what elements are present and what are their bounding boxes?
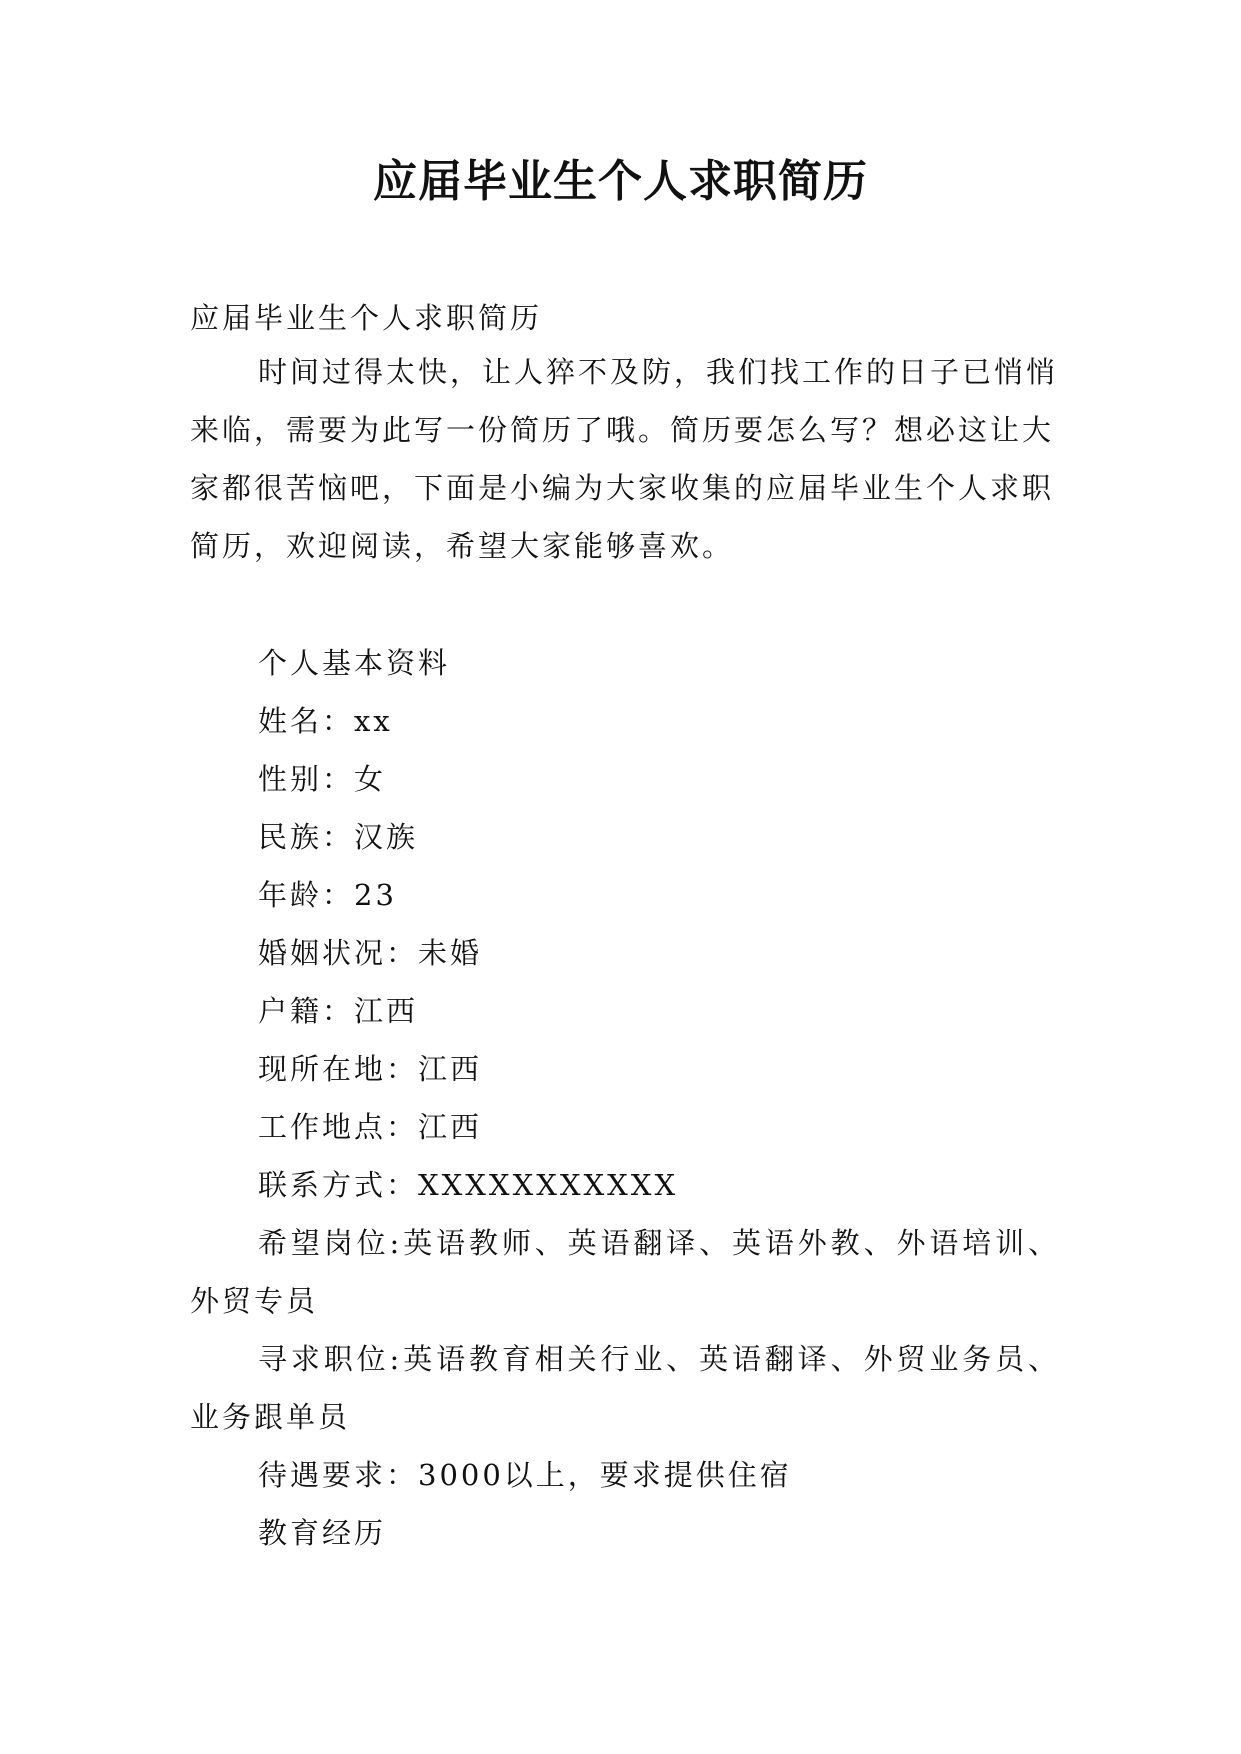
section-heading-education: 教育经历 [258, 1516, 387, 1550]
intro-paragraph: 时间过得太快，让人猝不及防，我们找工作的日子已悄悄来临，需要为此写一份简历了哦。简历要怎么写？想必这让大家都很苦恼吧，下面是小编为大家收集的应届毕业生个人求职简历，欢迎阅读，希望大家能够喜欢。 [190, 355, 1059, 563]
personal-info-list [190, 634, 1060, 1562]
info-marital-status: 婚姻状况：未婚 [258, 936, 483, 970]
document-subtitle: 应届毕业生个人求职简历 [190, 301, 543, 335]
page-title: 应届毕业生个人求职简历 [373, 156, 868, 207]
section-heading-basic-info: 个人基本资料 [258, 646, 451, 680]
info-sought-positions: 寻求职位:英语教育相关行业、英语翻译、外贸业务员、业务跟单员 [190, 1342, 1060, 1434]
info-contact: 联系方式：XXXXXXXXXXX [258, 1168, 679, 1202]
info-desired-positions: 希望岗位:英语教师、英语翻译、英语外教、外语培训、外贸专员 [190, 1226, 1060, 1318]
info-household-registration: 户籍：江西 [258, 994, 419, 1028]
info-salary-requirement: 待遇要求：3000以上，要求提供住宿 [258, 1458, 792, 1492]
info-name: 姓名：xx [258, 704, 393, 738]
info-work-location: 工作地点：江西 [258, 1110, 483, 1144]
info-age: 年龄：23 [258, 878, 397, 912]
info-gender: 性别：女 [258, 762, 387, 796]
info-ethnicity: 民族：汉族 [258, 820, 419, 854]
info-current-location: 现所在地：江西 [258, 1052, 483, 1086]
